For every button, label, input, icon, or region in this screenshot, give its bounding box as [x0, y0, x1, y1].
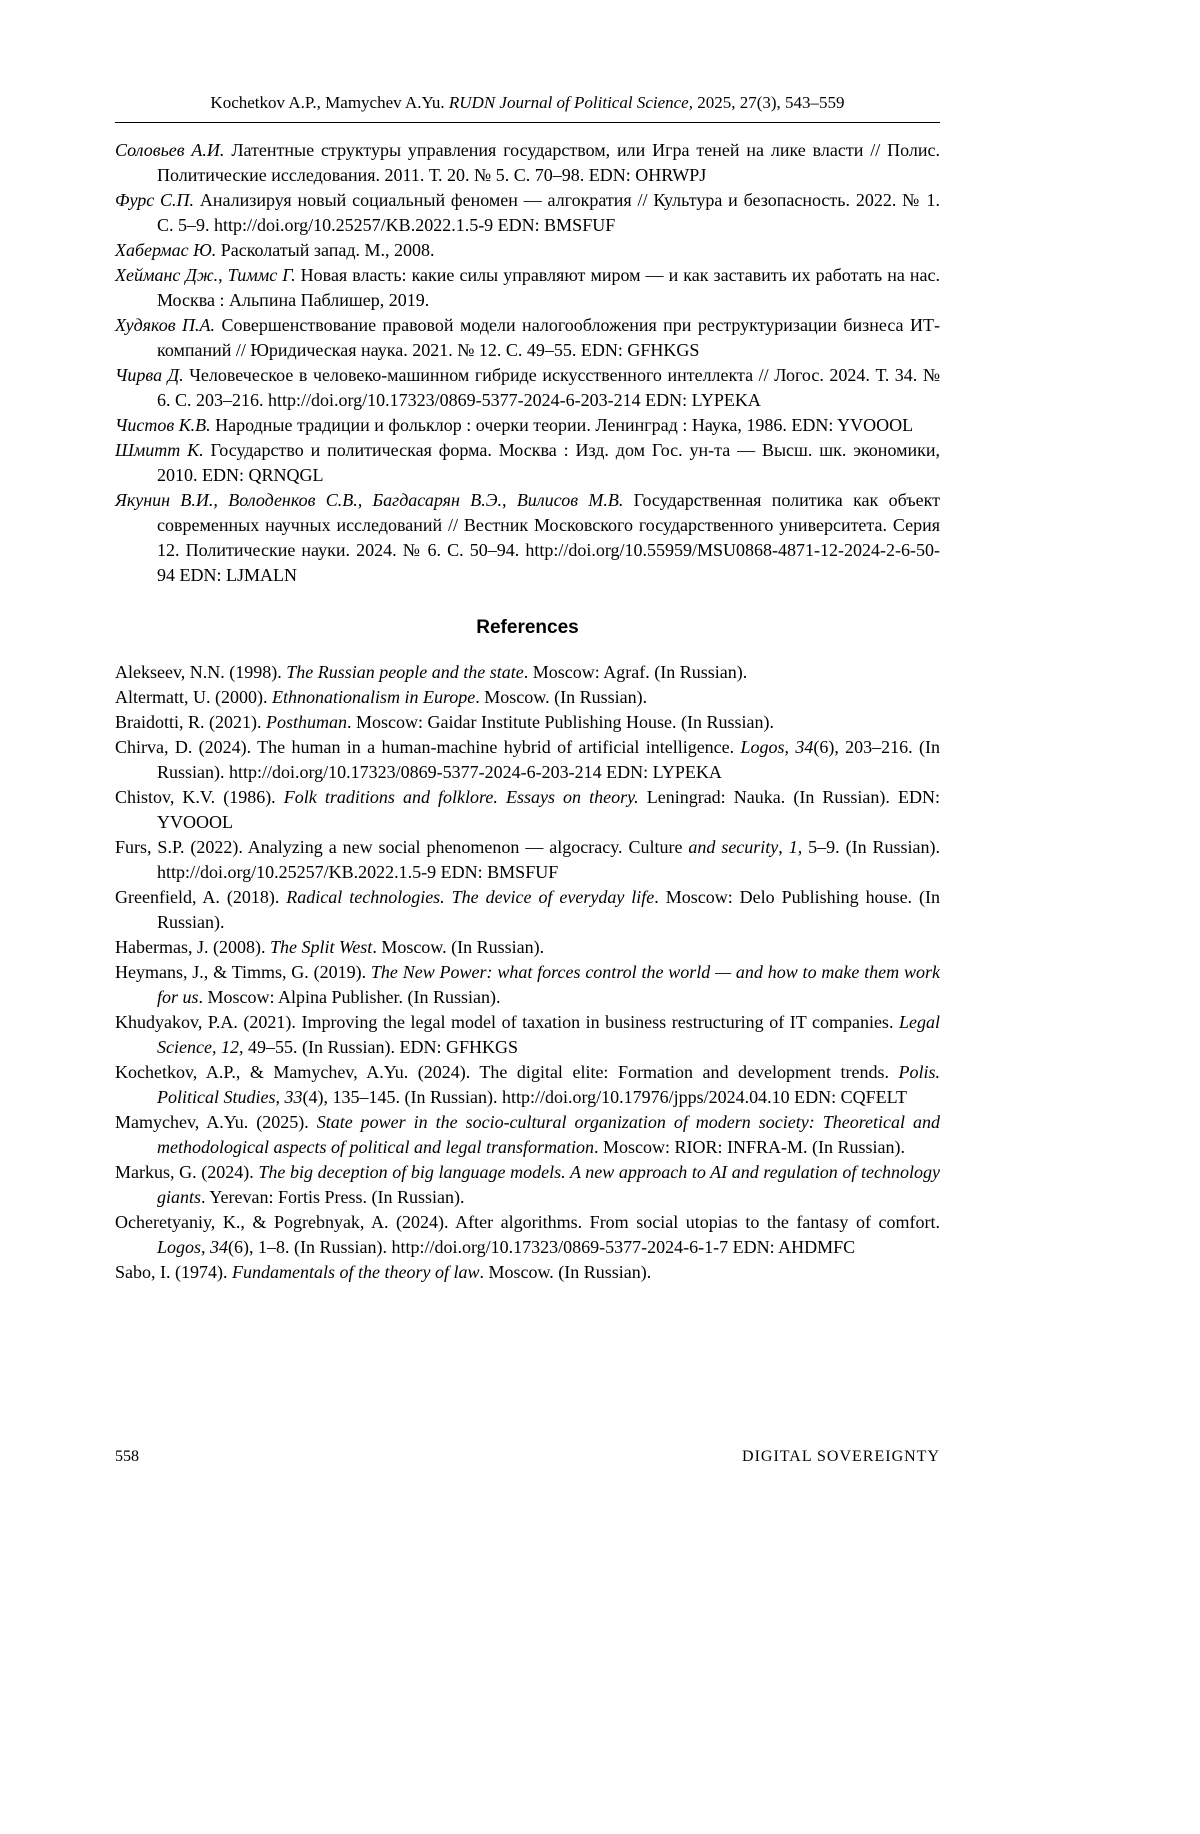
reference-text-segment: Furs, S.P. (2022). Analyzing a new social phenomenon — algocracy. Culture: [115, 837, 689, 857]
reference-entry: [115, 138, 940, 188]
reference-entry: [115, 660, 940, 685]
reference-text-segment: Государственная политика как объект современных научных исследований // Вестник Московского государственного университета. Серия 12. Политические науки. 2024. № 6. С. 50–94. http://doi.org/10.55959/MSU0868-4871-12-2024-2-6-50-94 EDN: LJMALN: [157, 490, 940, 585]
reference-entry: [115, 188, 940, 238]
reference-entry: [115, 785, 940, 835]
reference-italic-segment: Polis. Political Studies: [157, 1062, 940, 1107]
reference-entry: [115, 960, 940, 1010]
running-header: [115, 92, 940, 114]
reference-text-segment: . Moscow: Agraf. (In Russian).: [523, 662, 748, 682]
reference-italic-segment: The Split West: [269, 937, 373, 957]
reference-italic-segment: 1,: [788, 837, 803, 857]
reference-italic-segment: Соловьев А.И.: [115, 140, 225, 160]
reference-text-segment: ,: [778, 837, 789, 857]
reference-text-segment: Heymans, J., & Timms, G. (2019).: [115, 962, 371, 982]
reference-text-segment: Chistov, K.V. (1986).: [115, 787, 284, 807]
header-authors: Kochetkov A.P., Mamychev A.Yu.: [210, 93, 449, 112]
reference-entry: [115, 1260, 940, 1285]
reference-entry: [115, 1060, 940, 1110]
reference-text-segment: Анализируя новый социальный феномен — алгократия // Культура и безопасность. 2022. № 1. С. 5–9. http://doi.org/10.25257/KB.2022.1.5-9 EDN: BMSFUF: [157, 190, 940, 235]
page-footer: [115, 1448, 940, 1466]
reference-text-segment: Kochetkov, A.P., & Mamychev, A.Yu. (2024). The digital elite: Formation and development trends.: [115, 1062, 899, 1082]
reference-entry: [115, 238, 940, 263]
reference-entry: [115, 935, 940, 960]
reference-italic-segment: Фурс С.П.: [115, 190, 195, 210]
reference-italic-segment: The Russian people and the state: [286, 662, 524, 682]
reference-italic-segment: Radical technologies. The device of everyday life: [286, 887, 655, 907]
reference-text-segment: Braidotti, R. (2021).: [115, 712, 266, 732]
reference-text-segment: . Moscow: RIOR: INFRA-M. (In Russian).: [593, 1137, 905, 1157]
header-rule: [115, 122, 940, 123]
reference-italic-segment: Ethnonationalism in Europe: [271, 687, 476, 707]
reference-italic-segment: 33: [284, 1087, 303, 1107]
reference-italic-segment: and security: [688, 837, 779, 857]
reference-text-segment: . Moscow. (In Russian).: [479, 1262, 652, 1282]
reference-italic-segment: Худяков П.А.: [115, 315, 216, 335]
reference-text-segment: ,: [201, 1237, 211, 1257]
reference-text-segment: Человеческое в человеко-машинном гибриде искусственного интеллекта // Логос. 2024. Т. 34. № 6. С. 203–216. http://doi.org/10.17323/0869-5377-2024-6-203-214 EDN: LYPEKA: [157, 365, 941, 410]
references-heading: References: [476, 617, 579, 638]
reference-text-segment: Расколатый запад. М., 2008.: [216, 240, 435, 260]
reference-entry: [115, 488, 940, 588]
english-references-list: [115, 660, 940, 1285]
reference-italic-segment: 34: [795, 737, 814, 757]
reference-text-segment: ,: [275, 1087, 285, 1107]
reference-italic-segment: Хабермас Ю.: [115, 240, 217, 260]
reference-text-segment: Народные традиции и фольклор : очерки теории. Ленинград : Наука, 1986. EDN: YVOOOL: [210, 415, 914, 435]
reference-entry: [115, 1160, 940, 1210]
reference-text-segment: ,: [784, 737, 796, 757]
reference-text-segment: . Yerevan: Fortis Press. (In Russian).: [201, 1187, 465, 1207]
reference-entry: [115, 313, 940, 363]
reference-entry: [115, 735, 940, 785]
reference-entry: [115, 438, 940, 488]
reference-entry: [115, 835, 940, 885]
reference-text-segment: . Moscow. (In Russian).: [475, 687, 648, 707]
reference-text-segment: . Moscow: Gaidar Institute Publishing House. (In Russian).: [347, 712, 774, 732]
reference-italic-segment: Чирва Д.: [115, 365, 184, 385]
reference-italic-segment: Posthuman: [266, 712, 347, 732]
reference-italic-segment: Folk traditions and folklore. Essays on theory.: [283, 787, 639, 807]
reference-text-segment: 5–9. (In Russian). http://doi.org/10.25257/KB.2022.1.5-9 EDN: BMSFUF: [157, 837, 940, 882]
reference-italic-segment: State power in the socio-cultural organization of modern society: Theoretical and methodological aspects of political and legal transformation: [157, 1112, 940, 1157]
reference-text-segment: Khudyakov, P.A. (2021). Improving the legal model of taxation in business restructuring of IT companies.: [115, 1012, 899, 1032]
reference-text-segment: . Moscow: Delo Publishing house. (In Russian).: [157, 887, 940, 932]
reference-italic-segment: Logos: [157, 1237, 202, 1257]
reference-text-segment: Sabo, I. (1974).: [115, 1262, 232, 1282]
reference-italic-segment: The big deception of big language models. A new approach to AI and regulation of technology giants: [157, 1162, 940, 1207]
header-issue: 2025, 27(3), 543–559: [692, 93, 845, 112]
reference-text-segment: Новая власть: какие силы управляют миром — и как заставить их работать на нас. Москва : Альпина Паблишер, 2019.: [157, 265, 941, 310]
reference-italic-segment: Шмитт К.: [115, 440, 204, 460]
reference-text-segment: Leningrad: Nauka. (In Russian). EDN: YVOOOL: [157, 787, 940, 832]
reference-text-segment: Habermas, J. (2008).: [115, 937, 270, 957]
reference-text-segment: 49–55. (In Russian). EDN: GFHKGS: [243, 1037, 518, 1057]
reference-text-segment: Markus, G. (2024).: [115, 1162, 259, 1182]
header-journal-title: RUDN Journal of Political Science,: [448, 93, 693, 112]
reference-text-segment: (4), 135–145. (In Russian). http://doi.org/10.17976/jpps/2024.04.10 EDN: CQFELT: [302, 1087, 908, 1107]
russian-references-list: [115, 138, 940, 588]
reference-text-segment: . Moscow: Alpina Publisher. (In Russian).: [198, 987, 501, 1007]
reference-text-segment: Латентные структуры управления государством, или Игра теней на лике власти // Полис. Политические исследования. 2011. Т. 20. № 5. С. 70–98. EDN: OHRWPJ: [157, 140, 940, 185]
reference-italic-segment: Logos: [740, 737, 785, 757]
reference-text-segment: (6), 1–8. (In Russian). http://doi.org/10.17323/0869-5377-2024-6-1-7 EDN: AHDMFC: [228, 1237, 856, 1257]
reference-italic-segment: Чистов К.В.: [115, 415, 211, 435]
page-number: 558: [115, 1448, 139, 1465]
reference-text-segment: Совершенствование правовой модели налогообложения при реструктуризации бизнеса ИТ-компаний // Юридическая наука. 2021. № 12. С. 49–55. EDN: GFHKGS: [157, 315, 940, 360]
reference-italic-segment: The New Power: what forces control the world — and how to make them work for us: [157, 962, 940, 1007]
reference-text-segment: Altermatt, U. (2000).: [115, 687, 272, 707]
reference-italic-segment: Якунин В.И., Володенков С.В., Багдасарян В.Э., Вилисов М.В.: [115, 490, 624, 510]
reference-entry: [115, 1210, 940, 1260]
reference-entry: [115, 413, 940, 438]
reference-entry: [115, 1010, 940, 1060]
reference-text-segment: Государство и политическая форма. Москва : Изд. дом Гос. ун-та — Высш. шк. экономики, 2010. EDN: QRNQGL: [157, 440, 941, 485]
reference-italic-segment: Хейманс Дж., Тиммс Г.: [115, 265, 296, 285]
reference-entry: [115, 1110, 940, 1160]
reference-italic-segment: Fundamentals of the theory of law: [231, 1262, 480, 1282]
reference-text-segment: Greenfield, A. (2018).: [115, 887, 287, 907]
reference-text-segment: Mamychev, A.Yu. (2025).: [115, 1112, 317, 1132]
reference-entry: [115, 263, 940, 313]
reference-entry: [115, 685, 940, 710]
reference-text-segment: Chirva, D. (2024). The human in a human-machine hybrid of artificial intelligence.: [115, 737, 741, 757]
reference-text-segment: Alekseev, N.N. (1998).: [115, 662, 287, 682]
reference-entry: [115, 885, 940, 935]
reference-text-segment: . Moscow. (In Russian).: [372, 937, 545, 957]
reference-text-segment: (6), 203–216. (In Russian). http://doi.org/10.17323/0869-5377-2024-6-203-214 EDN: LYPEKA: [157, 737, 941, 782]
reference-entry: [115, 363, 940, 413]
footer-section-title: DIGITAL SOVEREIGNTY: [742, 1448, 940, 1465]
reference-text-segment: Ocheretyaniy, K., & Pogrebnyak, A. (2024). After algorithms. From social utopias to the fantasy of comfort.: [115, 1212, 940, 1232]
reference-entry: [115, 710, 940, 735]
reference-italic-segment: Legal Science, 12,: [157, 1012, 940, 1057]
reference-italic-segment: 34: [210, 1237, 229, 1257]
